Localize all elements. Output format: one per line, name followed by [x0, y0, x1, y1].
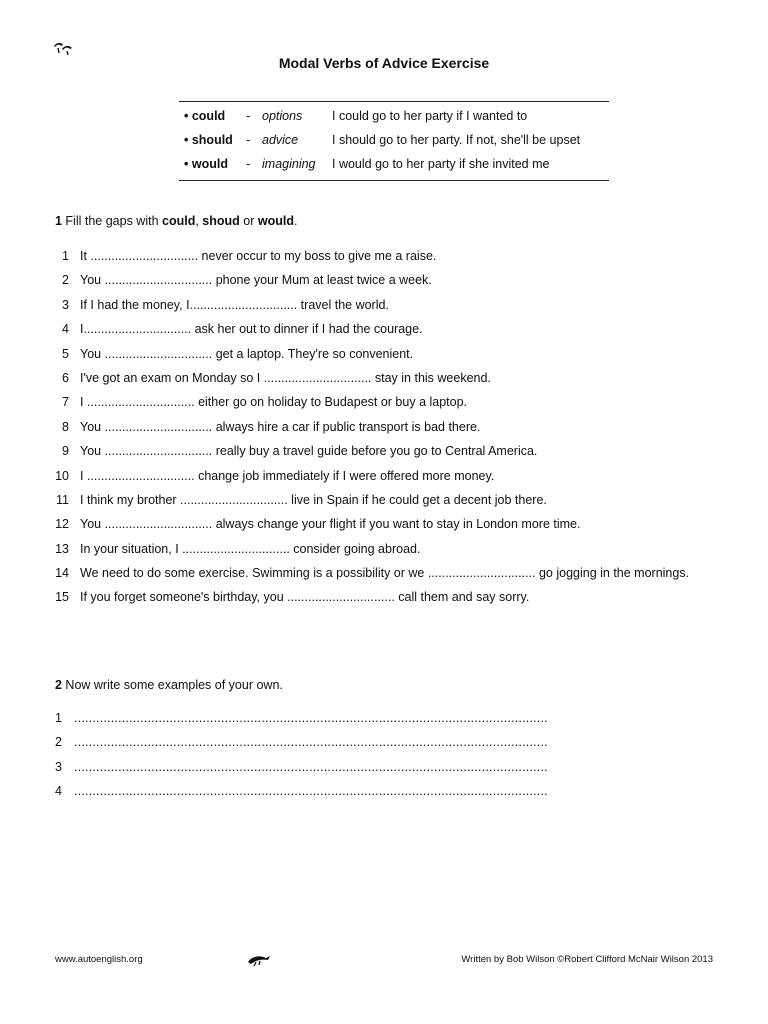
exercise-number: 5: [62, 346, 69, 361]
example-blank: .................................................................................................................................: [74, 784, 548, 799]
dolphin-logo-icon: [246, 952, 272, 968]
exercise-number: 13: [55, 541, 69, 556]
keyword-would: would: [257, 214, 294, 228]
exercise-text: I think my brother ............................... live in Spain if he could get a decent job there.: [80, 492, 547, 507]
exercise-text: We need to do some exercise. Swimming is a possibility or we ............................... go jogging in the mornings.: [80, 566, 690, 581]
exercise-number: 2: [62, 273, 69, 288]
exercise-number: 1: [62, 249, 69, 263]
modal-verb: • could: [184, 109, 226, 123]
exercise-text: I............................... ask her out to dinner if I had the courage.: [80, 322, 423, 337]
exercise-number: 10: [55, 468, 69, 483]
instruction-text: Now write some examples of your own.: [61, 678, 283, 692]
exercise-number: 6: [62, 370, 69, 385]
exercise-number: 11: [56, 492, 69, 507]
section-2-heading: [55, 678, 283, 692]
example-number: 2: [55, 735, 62, 750]
exercise-number: 12: [55, 517, 69, 532]
exercise-number: 7: [62, 395, 69, 410]
example-line: [0, 779, 768, 803]
exercise-text: If I had the money, I............................... travel the world.: [80, 297, 389, 312]
exercise-number: 4: [62, 322, 69, 337]
exercise-item: [0, 561, 768, 585]
footer-credit: Written by Bob Wilson ©Robert Clifford McNair Wilson 2013: [461, 954, 713, 965]
example-line: [0, 706, 768, 730]
exercise-item: [0, 390, 768, 414]
modal-meaning: imagining: [262, 157, 316, 171]
separator: ,: [195, 214, 203, 228]
modal-example: I would go to her party if she invited me: [332, 157, 550, 171]
exercise-item: [0, 293, 768, 317]
exercise-item: [0, 268, 768, 292]
exercise-text: I've got an exam on Monday so I ............................... stay in this weekend.: [80, 370, 491, 385]
exercise-text: You ............................... get a laptop. They're so convenient.: [80, 346, 414, 361]
exercise-item: [0, 464, 768, 488]
section-number: 2: [55, 678, 62, 692]
modal-verbs-table: [179, 101, 609, 181]
exercise-item: [0, 317, 768, 341]
section-number: 1: [55, 214, 62, 228]
example-number: 1: [55, 711, 62, 725]
exercise-number: 15: [55, 590, 69, 605]
exercise-item: [0, 537, 768, 561]
example-blank: .................................................................................................................................: [74, 759, 548, 774]
exercise-list: [0, 244, 768, 610]
example-line: [0, 755, 768, 779]
modal-row-should: [179, 128, 609, 152]
modal-dash: -: [246, 109, 251, 123]
modal-meaning: advice: [262, 133, 299, 147]
exercise-item: [0, 342, 768, 366]
exercise-item: [0, 439, 768, 463]
exercise-number: 14: [55, 566, 69, 581]
dolphin-logo-icon: [52, 40, 74, 56]
example-number: 3: [55, 759, 62, 774]
exercise-item: [0, 415, 768, 439]
exercise-text: You ............................... always change your flight if you want to stay in London more time.: [80, 517, 581, 532]
exercise-item: [0, 585, 768, 609]
example-blank: .................................................................................................................................: [74, 711, 548, 725]
exercise-item: [0, 512, 768, 536]
exercise-item: [0, 366, 768, 390]
exercise-text: In your situation, I ............................... consider going abroad.: [80, 541, 421, 556]
separator: or: [239, 214, 258, 228]
footer-website: www.autoenglish.org: [55, 954, 143, 965]
modal-example: I could go to her party if I wanted to: [332, 109, 528, 123]
modal-row-could: [179, 104, 609, 128]
examples-list: [0, 706, 768, 804]
exercise-item: [0, 488, 768, 512]
exercise-text: You ............................... phone your Mum at least twice a week.: [80, 273, 432, 288]
exercise-number: 3: [62, 297, 69, 312]
modal-row-would: [179, 152, 609, 176]
exercise-text: You ............................... always hire a car if public transport is bad there.: [80, 419, 481, 434]
example-line: [0, 730, 768, 754]
example-number: 4: [55, 784, 62, 799]
exercise-number: 9: [62, 444, 69, 459]
modal-dash: -: [246, 157, 251, 171]
exercise-text: If you forget someone's birthday, you ............................... call them and say sorry.: [80, 590, 530, 605]
section-1-heading: [55, 214, 297, 228]
exercise-text: It ............................... never occur to my boss to give me a raise.: [80, 249, 437, 263]
exercise-text: I ............................... change job immediately if I were offered more money.: [80, 468, 495, 483]
instruction-end: .: [293, 214, 298, 228]
exercise-item: [0, 244, 768, 268]
exercise-number: 8: [62, 419, 69, 434]
modal-example: I should go to her party. If not, she'll be upset: [332, 133, 581, 147]
page-title: Modal Verbs of Advice Exercise: [278, 55, 490, 71]
modal-verb: • should: [184, 133, 233, 147]
instruction-text: Fill the gaps with: [61, 214, 162, 228]
exercise-text: I ............................... either go on holiday to Budapest or buy a laptop.: [80, 395, 468, 410]
exercise-text: You ............................... really buy a travel guide before you go to Central America.: [80, 444, 538, 459]
keyword-shoud: shoud: [202, 214, 240, 228]
modal-verb: • would: [184, 157, 228, 171]
modal-meaning: options: [262, 109, 303, 123]
keyword-could: could: [162, 214, 196, 228]
example-blank: .................................................................................................................................: [74, 735, 548, 750]
modal-dash: -: [246, 133, 251, 147]
